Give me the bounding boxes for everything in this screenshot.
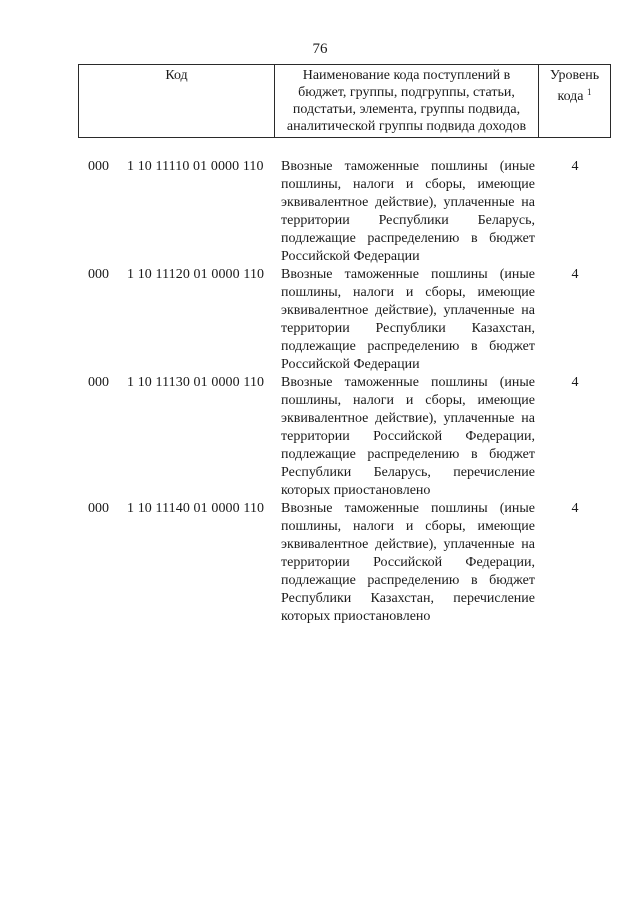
row-description: Ввозные таможенные пошлины (иные пошлины, налоги и сборы, имеющие эквивалентное действие), уплаченные на территории Российской Федерации, подлежащие распределению в бюджет Республики Беларусь, перечисление которых приостановлено	[281, 375, 535, 498]
row-level: 4	[571, 501, 579, 516]
table-row	[0, 374, 640, 500]
table-row	[0, 266, 640, 374]
row-code: 1 10 11140 01 0000 110	[127, 501, 265, 516]
table-header	[78, 64, 611, 138]
row-level: 4	[571, 375, 579, 390]
header-level-cell	[539, 65, 610, 137]
row-description: Ввозные таможенные пошлины (иные пошлины, налоги и сборы, имеющие эквивалентное действие), уплаченные на территории Республики Казахстан, подлежащие распределению в бюджет Российской Федерации	[281, 267, 535, 372]
header-level-label: Уровень кода	[549, 68, 600, 104]
row-prefix: 000	[88, 375, 109, 390]
row-prefix: 000	[88, 159, 109, 174]
row-prefix: 000	[88, 267, 109, 282]
row-prefix: 000	[88, 501, 109, 516]
row-description: Ввозные таможенные пошлины (иные пошлины, налоги и сборы, имеющие эквивалентное действие), уплаченные на территории Российской Федерации, подлежащие распределению в бюджет Республики Казахстан, перечисление которых приостановлено	[281, 501, 535, 624]
table-row	[0, 500, 640, 626]
page-number: 76	[312, 41, 328, 57]
row-level: 4	[571, 267, 579, 282]
header-code-label: Код	[165, 68, 188, 83]
row-code: 1 10 11120 01 0000 110	[127, 267, 265, 282]
table-body	[0, 158, 640, 626]
header-level-footnote: 1	[587, 87, 592, 97]
header-name-label: Наименование кода поступлений в бюджет, группы, подгруппы, статьи, подстатьи, элемента, группы подвида, аналитической группы подвида доходов	[286, 68, 527, 134]
row-level: 4	[571, 159, 579, 174]
header-code-cell	[79, 65, 275, 137]
header-name-cell	[275, 65, 539, 137]
row-description: Ввозные таможенные пошлины (иные пошлины, налоги и сборы, имеющие эквивалентное действие), уплаченные на территории Республики Беларусь, подлежащие распределению в бюджет Российской Федерации	[281, 159, 535, 264]
table-row	[0, 158, 640, 266]
row-code: 1 10 11110 01 0000 110	[127, 159, 264, 174]
row-code: 1 10 11130 01 0000 110	[127, 375, 265, 390]
